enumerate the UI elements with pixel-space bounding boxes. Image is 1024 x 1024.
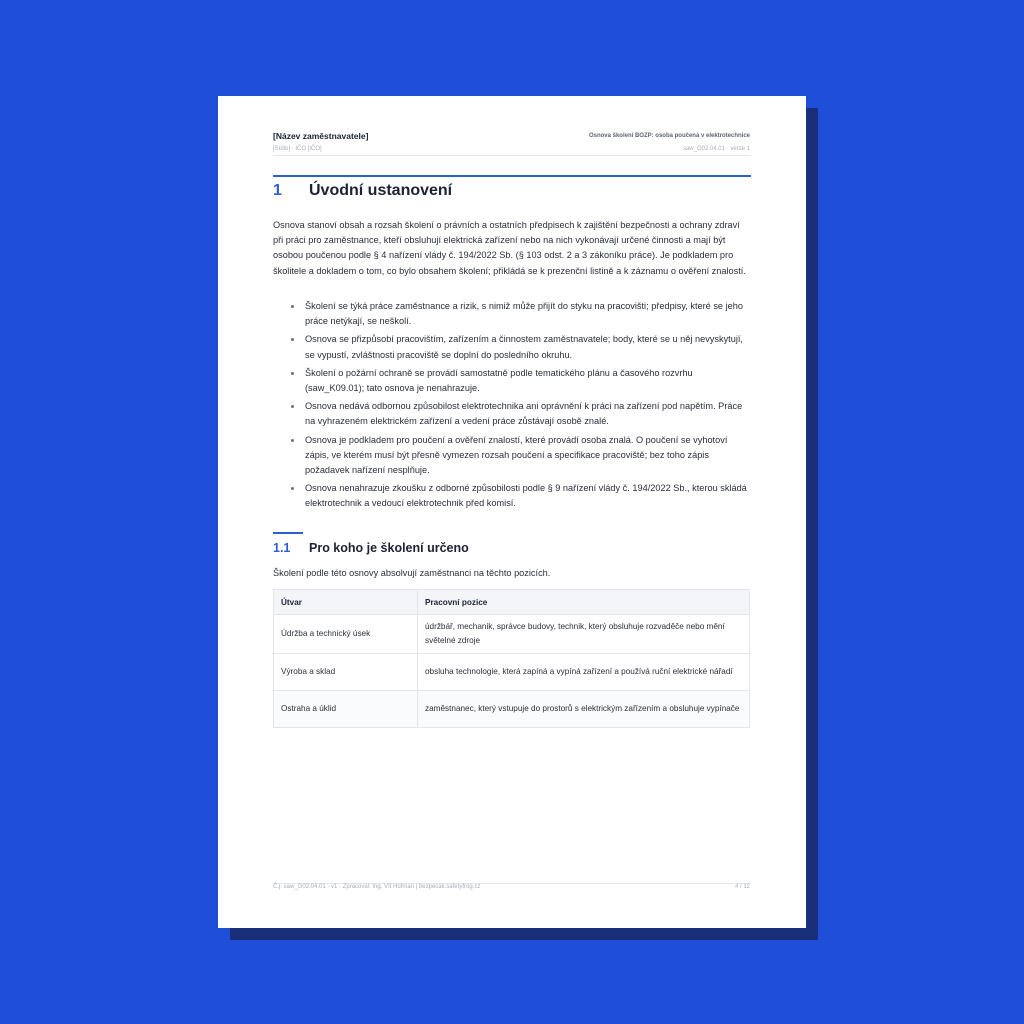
subsection-title: Pro koho je školení určeno bbox=[309, 541, 469, 555]
table-row bbox=[274, 615, 750, 654]
subsection-intro: Školení podle této osnovy absolvují zaměstnanci na těchto pozicích. bbox=[273, 568, 551, 578]
bullet-icon bbox=[291, 487, 294, 490]
list-item-text: Školení o požární ochraně se provádí samostatně podle tematického plánu a časového rozvrhu (saw_K09.01); tato osnova je nenahrazuje. bbox=[305, 367, 693, 394]
table-cell: obsluha technologie, která zapíná a vypíná zařízení a používá ruční elektrické nářadí bbox=[418, 654, 750, 691]
list-item-text: Osnova nedává odbornou způsobilost elektrotechnika ani oprávnění k práci na zařízení pod napětím. Práce na vyhrazeném elektrickém zařízení a vedení práce zůstávají osobě znalé. bbox=[305, 401, 743, 427]
page-number: 4 / 12 bbox=[734, 884, 750, 890]
table-cell: údržbář, mechanik, správce budovy, technik, který obsluhuje rozvaděče nebo mění světelné zdroje bbox=[418, 615, 750, 654]
section-title: Úvodní ustanovení bbox=[309, 182, 453, 199]
table-row bbox=[274, 691, 750, 728]
section-heading bbox=[273, 182, 452, 200]
footer-reference: Č.j. saw_G02.04.01 · v1 · Zpracoval: Ing. Vít Hofman | bezpecak.safetyfrog.cz bbox=[273, 884, 481, 890]
table-cell: zaměstnanec, který vstupuje do prostorů s elektrickým zařízením a obsluhuje vypínače bbox=[418, 691, 750, 728]
table-cell: Výroba a sklad bbox=[274, 654, 418, 691]
positions-table bbox=[273, 589, 750, 728]
list-item-text: Školení se týká práce zaměstnance a rizik, s nimiž může přijít do styku na pracovišti; předpisy, které se jeho práce netýkají, se neškolí. bbox=[305, 301, 743, 327]
section-number: 1 bbox=[273, 182, 282, 199]
table-header-cell: Pracovní pozice bbox=[418, 590, 750, 615]
table-header-cell: Útvar bbox=[274, 590, 418, 615]
bullet-icon bbox=[291, 372, 294, 375]
list-item bbox=[273, 366, 753, 396]
document-page bbox=[218, 96, 806, 928]
bullet-icon bbox=[291, 405, 294, 408]
section-intro-paragraph: Osnova stanoví obsah a rozsah školení o právních a ostatních předpisech k zajištění bezpečnosti a ochrany zdraví při práci pro zaměstnance, kteří obsluhují elektrická zařízení nebo na nich vykonávají určené činnosti a mají být osobou poučenou podle § 4 nařízení vlády č. 194/2022 Sb. (§ 103 odst. 2 a 3 zákoníku práce). Je podkladem pro školitele a dokladem o tom, co bylo obsahem školení; přikládá se k prezenční listině a k záznamu o ověření znalostí. bbox=[273, 220, 746, 276]
list-item-text: Osnova je podkladem pro poučení a ověření znalostí, které provádí osoba znalá. O poučení se vyhotoví zápis, ve kterém musí být přesně vymezen rozsah poučení a specifikace pracoviště; bez toho zápis požadavek nařízení nesplňuje. bbox=[305, 434, 728, 476]
list-item bbox=[273, 299, 753, 329]
bullet-list bbox=[273, 299, 753, 515]
list-item bbox=[273, 399, 753, 429]
section-divider bbox=[273, 175, 751, 177]
list-item bbox=[273, 332, 753, 362]
bullet-icon bbox=[291, 338, 294, 341]
table-header-row bbox=[274, 590, 750, 615]
list-item bbox=[273, 481, 753, 511]
document-code: saw_G02.04.01 · verze 1 bbox=[682, 146, 750, 152]
list-item-text: Osnova nenahrazuje zkoušku z odborné způsobilosti podle § 9 nařízení vlády č. 194/2022 Sb., kterou skládá elektrotechnik a vedoucí elektrotechnik před komisí. bbox=[305, 483, 747, 509]
table-cell: Ostraha a úklid bbox=[274, 691, 418, 728]
employer-name: [Název zaměstnavatele] bbox=[273, 131, 369, 141]
table-row bbox=[274, 654, 750, 691]
subsection-divider bbox=[273, 532, 303, 534]
bullet-icon bbox=[291, 439, 294, 442]
subsection-number: 1.1 bbox=[273, 541, 291, 555]
bullet-icon bbox=[291, 305, 294, 308]
header-divider bbox=[273, 155, 751, 156]
list-item-text: Osnova se přizpůsobí pracovištím, zařízením a činnostem zaměstnavatele; body, které se u něj nevyskytují, se vypustí, zvláštnosti pracoviště se doplní do posledního okruhu. bbox=[305, 334, 743, 360]
subsection-heading bbox=[273, 541, 469, 555]
table-cell: Údržba a technický úsek bbox=[274, 615, 418, 654]
document-title: Osnova školení BOZP: osoba poučená v elektrotechnice bbox=[588, 133, 750, 139]
employer-details: [Sídlo] · IČO [IČO] bbox=[273, 146, 322, 152]
list-item bbox=[273, 433, 753, 479]
